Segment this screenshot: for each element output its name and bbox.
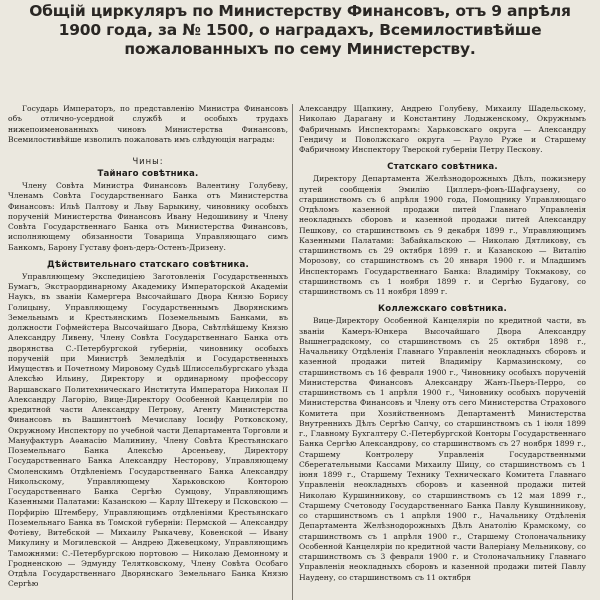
document-title: Общій циркуляръ по Министерству Финансовъ, отъ 9 апрѣля 1900 года, за № 1500, о наградахъ, Всемилостивѣйше пожалованныхъ по сему Министерству. <box>29 2 571 58</box>
heading-state-councillor: Статскаго совѣтника. <box>387 162 498 173</box>
heading-privy-councillor: Тайнаго совѣтника. <box>97 169 199 179</box>
heading-collegiate-councillor: Коллежскаго совѣтника. <box>377 304 507 315</box>
heading-actual-state-councillor: Дѣйствительнаго статскаго совѣтника. <box>47 259 249 270</box>
right-column <box>299 104 586 583</box>
continued-paragraph: Александру Щапкину, Андрею Голубеву, Михаилу Шадельскому, Николаю Дарагану и Константину Лодыженскому, Окружнымъ Фабричнымъ Инспекторамъ: Харьковскаго округа — Александру Гендичу и Поволжскаго округа — Рауло Руже и Старшему Фабричному Инспектору Тверской губерніи Петру Пескову. <box>299 104 586 154</box>
left-column <box>8 104 288 590</box>
column-divider <box>292 104 293 600</box>
paragraph-state-councillor: Директору Департамента Желѣзнодорожныхъ Дѣлъ, пожизнеру путей сообщенія Эмилію Циллеръ-фонъ-Шафгаузену, со старшинствомъ съ 6 апрѣля 1900 года, Помощнику Управляющаго Отдѣломъ казенной продажи питей Главнаго Управленія неокладныхъ сборовъ и казенной продажи питей Александру Пешкову, со старшинствомъ съ 9 декабря 1899 г., Управляющимъ Казенными Палатами: Забайкальскою — Николаю Дятликову, съ старшинствомъ съ 29 октября 1899 г. и Казанскою — Виталію Морозову, со старшинствомъ съ 20 января 1900 г. и Младшимъ Инспекторамъ Государственнаго Банка: Владиміру Токмакову, со старшинствомъ съ 1 ноября 1899 г. и Сергѣю Будагову, со старшинствомъ съ 11 ноября 1899 г. <box>299 174 586 296</box>
paragraph-actual-state-councillor: Управляющему Экспедиціею Заготовленія Государственныхъ Бумагъ, Экстраординарному Академику Императорской Академіи Наукъ, въ званіи Камергера Высочайшаго Двора Князю Борису Голицыну, Управляющему Государственнымъ Дворянскимъ Земельнымъ и Крестьянскимъ Поземельнымъ Банками, въ должности Гофмейстера Высочайшаго Двора, Свѣтлѣйшему Князю Александру Ливену, Члену Совѣта Государственнаго Банка отъ дворянства С.-Петербургской губерніи, чиновнику особыхъ порученій при Министрѣ Земледѣлія и Государственныхъ Имуществъ и Почетному Мировому Судьѣ Шлиссельбургскаго уѣзда Алексѣю Ильину, Директору и ординарному профессору Варшавскаго Политехническаго Института Императора Николая II Александру Лагорію, Вице-Директору Особенной Канцеляріи по кредитной части Александру Петрову, Агенту Министерства Финансовъ въ Вашингтонѣ Мечиславу Іосифу Ротковскому, Окружному Инспектору по учебной части Департамента Торговли и Мануфактуръ Аѳанасію Малинину, Члену Совѣта Крестьянскаго Поземельнаго Банка Алексѣю Арсеньеву, Директору Государственнаго Банка Александру Несторову, Управляющему Смоленскимъ Отдѣленіемъ Государственнаго Банка Александру Никольскому, Управляющему Харьковскою Конторою Государственнаго Банка Сергѣю Сумцову, Управляющимъ Казенными Палатами: Казанскою — Карлу Штекеру и Псковскою — Порфирію Штемберу, Управляющимъ отдѣленіями Крестьянскаго Поземельнаго Банка въ Томской губерніи: Пермской — Александру Фотіеву, Витебской — Михаилу Рыкачеву, Ковенской — Ивану Микулину и Могилевской — Андрею Джевецкому, Управляющимъ Таможнями: С.-Петербургскою портовою — Николаю Демонному и Гродненскою — Эдмунду Телятковскому, Члену Совѣта Особаго Отдѣла Государственнаго Дворянскаго Земельнаго Банка Князю Сергѣю <box>8 271 288 589</box>
intro-paragraph: Государь Императоръ, по представленію Министра Финансовъ объ отлично-усердной службѣ и особыхъ трудахъ нижепоименованныхъ чиновъ Министерства Финансовъ, Всемилостивѣйше изволилъ пожаловать имъ слѣдующія награды: <box>8 104 288 144</box>
paragraph-privy-councillor: Члену Совѣта Министра Финансовъ Валентину Голубеву, Членамъ Совѣта Государственнаго Банка отъ Министерства Финансовъ: Ильѣ Палтову и Льву Барыкину, чиновнику особыхъ порученій Министерства Финансовъ Ивану Недошивину и Члену Совѣта Государственнаго Банка отъ Министерства Финансовъ, исполняющему обязанности Товарища Управляющаго симъ Банкомъ, Барону Густаву фонъ-деръ-Остенъ-Дризену. <box>8 181 288 252</box>
section-label: Чины: <box>132 156 164 166</box>
paragraph-collegiate-councillor: Вице-Директору Особенной Канцеляріи по кредитной части, въ званіи Камеръ-Юнкера Высочайшаго Двора Александру Вышнеградскому, со старшинствомъ съ 25 октября 1898 г., Начальнику Отдѣленія Главнаго Управленія неокладныхъ сборовъ и казенной продажи питей Владиміру Кармазинскому, со старшинствомъ съ 16 февраля 1900 г., Чиновнику особыхъ порученій Министерства Финансовъ Александру Жанъ-Пьеръ-Перро, со старшинствомъ съ 1 апрѣля 1900 г., Чиновнику особыхъ порученій Министерства Финансовъ и Члену отъ сего Министерства Страхового Комитета при Хозяйственномъ Департаментѣ Министерства Внутреннихъ Дѣлъ Сергѣю Сапчу, со старшинствомъ съ 1 іюля 1899 г., Главному Бухгалтеру С.-Петербургской Конторы Государственнаго Банка Сергѣю Александрову, со старшинствомъ съ 27 ноября 1899 г., Старшему Контролеру Управленія Государственными Сберегательными Кассами Михаилу Шицу, со старшинствомъ съ 1 іюня 1899 г., Старшему Технику Техническаго Комитета Главнаго Управленія неокладныхъ сборовъ и казенной продажи питей Николаю Куршинникову, со старшинствомъ съ 12 мая 1899 г., Старшему Счетоводу Государственнаго Банка Павлу Кувшинникову, со старшинствомъ съ 1 апрѣля 1900 г., Начальнику Отдѣленія Департамента Желѣзнодорожныхъ Дѣлъ Анатолію Крамскому, со старшинствомъ съ 1 апрѣля 1900 г., Старшему Столоначальнику Особенной Канцеляріи по кредитной части Валеріану Мельникову, со старшинствомъ съ 3 февраля 1900 г. и Столоначальнику Главнаго Управленія неокладныхъ сборовъ и казенной продажи питей Павлу Наудену, со старшинствомъ съ 11 октября <box>299 316 586 582</box>
